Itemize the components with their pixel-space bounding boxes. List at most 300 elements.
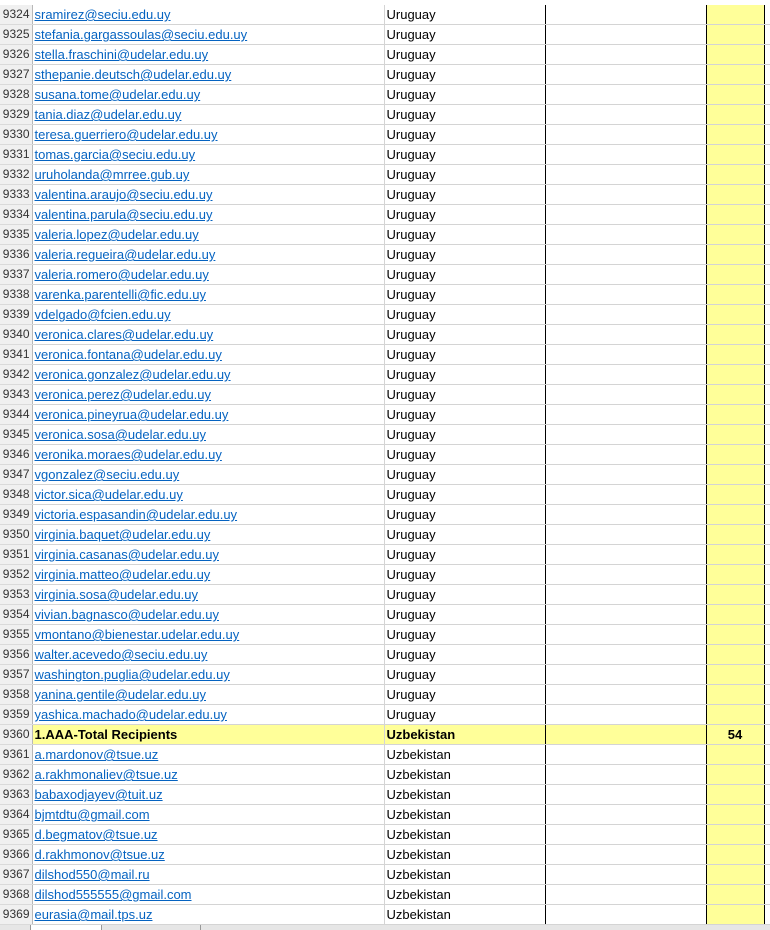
country-cell[interactable]: Uruguay bbox=[384, 105, 545, 125]
row-header[interactable]: 9343 bbox=[0, 385, 32, 405]
country-cell[interactable]: Uruguay bbox=[384, 5, 545, 25]
empty-cell[interactable] bbox=[545, 605, 706, 625]
empty-cell[interactable] bbox=[545, 285, 706, 305]
country-cell[interactable]: Uzbekistan bbox=[384, 845, 545, 865]
country-cell[interactable]: Uruguay bbox=[384, 45, 545, 65]
email-cell[interactable] bbox=[32, 205, 384, 225]
email-link[interactable]: vdelgado@fcien.edu.uy bbox=[34, 307, 171, 322]
next-column-cell[interactable] bbox=[764, 405, 770, 425]
total-count-cell[interactable] bbox=[706, 685, 764, 705]
total-count-cell[interactable] bbox=[706, 845, 764, 865]
total-count-cell[interactable] bbox=[706, 445, 764, 465]
next-column-cell[interactable] bbox=[764, 725, 770, 745]
row-header[interactable]: 9350 bbox=[0, 525, 32, 545]
country-cell[interactable]: Uruguay bbox=[384, 325, 545, 345]
country-cell[interactable]: Uruguay bbox=[384, 425, 545, 445]
email-link[interactable]: tania.diaz@udelar.edu.uy bbox=[34, 107, 182, 122]
email-link[interactable]: vivian.bagnasco@udelar.edu.uy bbox=[34, 607, 219, 622]
country-cell[interactable]: Uzbekistan bbox=[384, 885, 545, 905]
empty-cell[interactable] bbox=[545, 5, 706, 25]
country-cell[interactable]: Uruguay bbox=[384, 485, 545, 505]
empty-cell[interactable] bbox=[545, 105, 706, 125]
row-header[interactable]: 9353 bbox=[0, 585, 32, 605]
email-cell[interactable] bbox=[32, 165, 384, 185]
next-column-cell[interactable] bbox=[764, 145, 770, 165]
country-cell[interactable]: Uruguay bbox=[384, 605, 545, 625]
country-cell[interactable]: Uruguay bbox=[384, 645, 545, 665]
next-column-cell[interactable] bbox=[764, 245, 770, 265]
total-count-cell[interactable] bbox=[706, 465, 764, 485]
email-cell[interactable] bbox=[32, 5, 384, 25]
next-column-cell[interactable] bbox=[764, 645, 770, 665]
next-column-cell[interactable] bbox=[764, 505, 770, 525]
email-link[interactable]: veronica.pineyrua@udelar.edu.uy bbox=[34, 407, 229, 422]
row-header[interactable]: 9328 bbox=[0, 85, 32, 105]
country-cell[interactable]: Uzbekistan bbox=[384, 745, 545, 765]
total-count-cell[interactable] bbox=[706, 665, 764, 685]
empty-cell[interactable] bbox=[545, 745, 706, 765]
empty-cell[interactable] bbox=[545, 45, 706, 65]
next-column-cell[interactable] bbox=[764, 385, 770, 405]
row-header[interactable]: 9361 bbox=[0, 745, 32, 765]
next-column-cell[interactable] bbox=[764, 345, 770, 365]
country-cell[interactable]: Uzbekistan bbox=[384, 805, 545, 825]
email-link[interactable]: valeria.regueira@udelar.edu.uy bbox=[34, 247, 216, 262]
next-column-cell[interactable] bbox=[764, 465, 770, 485]
row-header[interactable]: 9337 bbox=[0, 265, 32, 285]
total-count-cell[interactable] bbox=[706, 585, 764, 605]
email-link[interactable]: bjmtdtu@gmail.com bbox=[34, 807, 150, 822]
country-cell[interactable]: Uruguay bbox=[384, 585, 545, 605]
country-cell[interactable]: Uruguay bbox=[384, 705, 545, 725]
email-cell[interactable] bbox=[32, 145, 384, 165]
email-cell[interactable] bbox=[32, 785, 384, 805]
row-header[interactable]: 9340 bbox=[0, 325, 32, 345]
email-cell[interactable] bbox=[32, 65, 384, 85]
email-link[interactable]: varenka.parentelli@fic.edu.uy bbox=[34, 287, 206, 302]
total-count-cell[interactable] bbox=[706, 565, 764, 585]
total-count-cell[interactable] bbox=[706, 165, 764, 185]
email-cell[interactable] bbox=[32, 745, 384, 765]
total-count-cell[interactable] bbox=[706, 65, 764, 85]
email-cell[interactable] bbox=[32, 265, 384, 285]
country-cell[interactable]: Uruguay bbox=[384, 505, 545, 525]
total-count-cell[interactable] bbox=[706, 865, 764, 885]
empty-cell[interactable] bbox=[545, 905, 706, 925]
empty-cell[interactable] bbox=[545, 705, 706, 725]
total-count-cell[interactable] bbox=[706, 745, 764, 765]
total-count-cell[interactable] bbox=[706, 365, 764, 385]
next-column-cell[interactable] bbox=[764, 685, 770, 705]
total-count-cell[interactable] bbox=[706, 545, 764, 565]
total-count-cell[interactable] bbox=[706, 485, 764, 505]
next-column-cell[interactable] bbox=[764, 545, 770, 565]
row-header[interactable]: 9324 bbox=[0, 5, 32, 25]
email-cell[interactable] bbox=[32, 225, 384, 245]
email-link[interactable]: vgonzalez@seciu.edu.uy bbox=[34, 467, 180, 482]
row-header[interactable]: 9326 bbox=[0, 45, 32, 65]
next-column-cell[interactable] bbox=[764, 85, 770, 105]
empty-cell[interactable] bbox=[545, 125, 706, 145]
next-column-cell[interactable] bbox=[764, 485, 770, 505]
row-header[interactable]: 9325 bbox=[0, 25, 32, 45]
email-link[interactable]: sthepanie.deutsch@udelar.edu.uy bbox=[34, 67, 232, 82]
total-count-cell[interactable] bbox=[706, 225, 764, 245]
row-header[interactable]: 9345 bbox=[0, 425, 32, 445]
row-header[interactable]: 9362 bbox=[0, 765, 32, 785]
next-column-cell[interactable] bbox=[764, 525, 770, 545]
empty-cell[interactable] bbox=[545, 385, 706, 405]
empty-cell[interactable] bbox=[545, 145, 706, 165]
email-cell[interactable] bbox=[32, 425, 384, 445]
empty-cell[interactable] bbox=[545, 645, 706, 665]
total-count-cell[interactable] bbox=[706, 625, 764, 645]
email-link[interactable]: virginia.baquet@udelar.edu.uy bbox=[34, 527, 211, 542]
email-link[interactable]: valentina.araujo@seciu.edu.uy bbox=[34, 187, 213, 202]
row-header[interactable]: 9329 bbox=[0, 105, 32, 125]
next-column-cell[interactable] bbox=[764, 165, 770, 185]
empty-cell[interactable] bbox=[545, 665, 706, 685]
email-cell[interactable] bbox=[32, 245, 384, 265]
total-count-cell[interactable] bbox=[706, 205, 764, 225]
next-column-cell[interactable] bbox=[764, 105, 770, 125]
next-column-cell[interactable] bbox=[764, 785, 770, 805]
email-cell[interactable] bbox=[32, 845, 384, 865]
email-cell[interactable] bbox=[32, 445, 384, 465]
row-header[interactable]: 9351 bbox=[0, 545, 32, 565]
next-column-cell[interactable] bbox=[764, 585, 770, 605]
country-cell[interactable]: Uruguay bbox=[384, 445, 545, 465]
row-header[interactable]: 9338 bbox=[0, 285, 32, 305]
row-header[interactable]: 9346 bbox=[0, 445, 32, 465]
email-link[interactable]: virginia.matteo@udelar.edu.uy bbox=[34, 567, 211, 582]
country-cell[interactable]: Uruguay bbox=[384, 125, 545, 145]
email-cell[interactable] bbox=[32, 645, 384, 665]
country-cell[interactable]: Uruguay bbox=[384, 365, 545, 385]
email-cell[interactable] bbox=[32, 285, 384, 305]
email-cell[interactable] bbox=[32, 105, 384, 125]
email-link[interactable]: dilshod550@mail.ru bbox=[34, 867, 150, 882]
email-link[interactable]: veronica.sosa@udelar.edu.uy bbox=[34, 427, 206, 442]
country-cell[interactable]: Uruguay bbox=[384, 565, 545, 585]
email-cell[interactable] bbox=[32, 585, 384, 605]
next-column-cell[interactable] bbox=[764, 705, 770, 725]
total-count-cell[interactable] bbox=[706, 185, 764, 205]
empty-cell[interactable] bbox=[545, 885, 706, 905]
email-cell[interactable] bbox=[32, 505, 384, 525]
row-header[interactable]: 9354 bbox=[0, 605, 32, 625]
email-cell[interactable] bbox=[32, 485, 384, 505]
next-column-cell[interactable] bbox=[764, 205, 770, 225]
empty-cell[interactable] bbox=[545, 305, 706, 325]
next-column-cell[interactable] bbox=[764, 805, 770, 825]
next-column-cell[interactable] bbox=[764, 605, 770, 625]
empty-cell[interactable] bbox=[545, 565, 706, 585]
email-link[interactable]: stella.fraschini@udelar.edu.uy bbox=[34, 47, 209, 62]
next-column-cell[interactable] bbox=[764, 325, 770, 345]
row-header[interactable]: 9342 bbox=[0, 365, 32, 385]
empty-cell[interactable] bbox=[545, 25, 706, 45]
empty-cell[interactable] bbox=[545, 365, 706, 385]
empty-cell[interactable] bbox=[545, 685, 706, 705]
email-cell[interactable] bbox=[32, 545, 384, 565]
total-count-cell[interactable] bbox=[706, 785, 764, 805]
empty-cell[interactable] bbox=[545, 345, 706, 365]
email-link[interactable]: d.rakhmonov@tsue.uz bbox=[34, 847, 165, 862]
row-header[interactable]: 9364 bbox=[0, 805, 32, 825]
email-link[interactable]: walter.acevedo@seciu.edu.uy bbox=[34, 647, 208, 662]
email-link[interactable]: sramirez@seciu.edu.uy bbox=[34, 7, 171, 22]
row-header[interactable]: 9363 bbox=[0, 785, 32, 805]
email-link[interactable]: yashica.machado@udelar.edu.uy bbox=[34, 707, 227, 722]
row-header[interactable]: 9360 bbox=[0, 725, 32, 745]
country-cell[interactable]: Uruguay bbox=[384, 165, 545, 185]
email-cell[interactable] bbox=[32, 365, 384, 385]
sheet-tab[interactable] bbox=[30, 925, 102, 930]
total-count-cell[interactable] bbox=[706, 825, 764, 845]
next-column-cell[interactable] bbox=[764, 565, 770, 585]
country-cell[interactable]: Uruguay bbox=[384, 245, 545, 265]
row-header[interactable]: 9366 bbox=[0, 845, 32, 865]
empty-cell[interactable] bbox=[545, 185, 706, 205]
empty-cell[interactable] bbox=[545, 525, 706, 545]
country-cell[interactable]: Uzbekistan bbox=[384, 765, 545, 785]
email-link[interactable]: veronika.moraes@udelar.edu.uy bbox=[34, 447, 222, 462]
total-count-cell[interactable] bbox=[706, 765, 764, 785]
total-count-cell[interactable] bbox=[706, 145, 764, 165]
email-cell[interactable] bbox=[32, 605, 384, 625]
email-cell[interactable] bbox=[32, 685, 384, 705]
next-column-cell[interactable] bbox=[764, 885, 770, 905]
email-link[interactable]: virginia.sosa@udelar.edu.uy bbox=[34, 587, 199, 602]
next-column-cell[interactable] bbox=[764, 45, 770, 65]
empty-cell[interactable] bbox=[545, 425, 706, 445]
country-cell[interactable]: Uzbekistan bbox=[384, 865, 545, 885]
empty-cell[interactable] bbox=[545, 545, 706, 565]
country-cell[interactable]: Uruguay bbox=[384, 145, 545, 165]
email-cell[interactable] bbox=[32, 25, 384, 45]
total-count-cell[interactable] bbox=[706, 885, 764, 905]
total-count-cell[interactable]: 54 bbox=[706, 725, 764, 745]
total-count-cell[interactable] bbox=[706, 125, 764, 145]
email-link[interactable]: uruholanda@mrree.gub.uy bbox=[34, 167, 190, 182]
total-count-cell[interactable] bbox=[706, 305, 764, 325]
country-cell[interactable]: Uruguay bbox=[384, 625, 545, 645]
empty-cell[interactable] bbox=[545, 85, 706, 105]
email-link[interactable]: dilshod555555@gmail.com bbox=[34, 887, 192, 902]
empty-cell[interactable] bbox=[545, 405, 706, 425]
next-column-cell[interactable] bbox=[764, 225, 770, 245]
country-cell[interactable]: Uruguay bbox=[384, 285, 545, 305]
empty-cell[interactable] bbox=[545, 505, 706, 525]
next-column-cell[interactable] bbox=[764, 905, 770, 925]
email-link[interactable]: stefania.gargassoulas@seciu.edu.uy bbox=[34, 27, 248, 42]
empty-cell[interactable] bbox=[545, 845, 706, 865]
country-cell[interactable]: Uruguay bbox=[384, 85, 545, 105]
empty-cell[interactable] bbox=[545, 725, 706, 745]
email-link[interactable]: victoria.espasandin@udelar.edu.uy bbox=[34, 507, 238, 522]
empty-cell[interactable] bbox=[545, 485, 706, 505]
email-cell[interactable] bbox=[32, 305, 384, 325]
total-count-cell[interactable] bbox=[706, 265, 764, 285]
empty-cell[interactable] bbox=[545, 825, 706, 845]
email-link[interactable]: teresa.guerriero@udelar.edu.uy bbox=[34, 127, 218, 142]
email-link[interactable]: victor.sica@udelar.edu.uy bbox=[34, 487, 183, 502]
row-header[interactable]: 9339 bbox=[0, 305, 32, 325]
total-count-cell[interactable] bbox=[706, 385, 764, 405]
country-cell[interactable]: Uruguay bbox=[384, 685, 545, 705]
empty-cell[interactable] bbox=[545, 225, 706, 245]
row-header[interactable]: 9365 bbox=[0, 825, 32, 845]
email-cell[interactable] bbox=[32, 825, 384, 845]
email-cell[interactable] bbox=[32, 85, 384, 105]
next-column-cell[interactable] bbox=[764, 265, 770, 285]
row-header[interactable]: 9335 bbox=[0, 225, 32, 245]
next-column-cell[interactable] bbox=[764, 305, 770, 325]
total-count-cell[interactable] bbox=[706, 245, 764, 265]
row-header[interactable]: 9357 bbox=[0, 665, 32, 685]
country-cell[interactable]: Uzbekistan bbox=[384, 905, 545, 925]
email-link[interactable]: a.mardonov@tsue.uz bbox=[34, 747, 159, 762]
row-header[interactable]: 9355 bbox=[0, 625, 32, 645]
country-cell[interactable]: Uruguay bbox=[384, 185, 545, 205]
email-link[interactable]: valentina.parula@seciu.edu.uy bbox=[34, 207, 213, 222]
email-cell[interactable] bbox=[32, 665, 384, 685]
total-count-cell[interactable] bbox=[706, 505, 764, 525]
country-cell[interactable]: Uruguay bbox=[384, 545, 545, 565]
next-column-cell[interactable] bbox=[764, 845, 770, 865]
next-column-cell[interactable] bbox=[764, 365, 770, 385]
empty-cell[interactable] bbox=[545, 165, 706, 185]
total-count-cell[interactable] bbox=[706, 705, 764, 725]
empty-cell[interactable] bbox=[545, 65, 706, 85]
empty-cell[interactable] bbox=[545, 465, 706, 485]
row-header[interactable]: 9349 bbox=[0, 505, 32, 525]
row-header[interactable]: 9332 bbox=[0, 165, 32, 185]
total-count-cell[interactable] bbox=[706, 25, 764, 45]
row-header[interactable]: 9356 bbox=[0, 645, 32, 665]
email-cell[interactable] bbox=[32, 405, 384, 425]
total-count-cell[interactable] bbox=[706, 905, 764, 925]
email-link[interactable]: yanina.gentile@udelar.edu.uy bbox=[34, 687, 206, 702]
next-column-cell[interactable] bbox=[764, 665, 770, 685]
email-cell[interactable] bbox=[32, 865, 384, 885]
empty-cell[interactable] bbox=[545, 865, 706, 885]
email-link[interactable]: a.rakhmonaliev@tsue.uz bbox=[34, 767, 178, 782]
email-cell[interactable] bbox=[32, 345, 384, 365]
country-cell[interactable]: Uruguay bbox=[384, 465, 545, 485]
empty-cell[interactable] bbox=[545, 805, 706, 825]
empty-cell[interactable] bbox=[545, 205, 706, 225]
row-header[interactable]: 9336 bbox=[0, 245, 32, 265]
email-link[interactable]: vmontano@bienestar.udelar.edu.uy bbox=[34, 627, 240, 642]
row-header[interactable]: 9331 bbox=[0, 145, 32, 165]
row-header[interactable]: 9358 bbox=[0, 685, 32, 705]
email-link[interactable]: tomas.garcia@seciu.edu.uy bbox=[34, 147, 196, 162]
email-link[interactable]: virginia.casanas@udelar.edu.uy bbox=[34, 547, 219, 562]
row-header[interactable]: 9334 bbox=[0, 205, 32, 225]
next-column-cell[interactable] bbox=[764, 185, 770, 205]
country-cell[interactable]: Uruguay bbox=[384, 305, 545, 325]
empty-cell[interactable] bbox=[545, 445, 706, 465]
email-link[interactable]: valeria.lopez@udelar.edu.uy bbox=[34, 227, 199, 242]
total-count-cell[interactable] bbox=[706, 325, 764, 345]
email-cell[interactable] bbox=[32, 905, 384, 925]
next-column-cell[interactable] bbox=[764, 65, 770, 85]
next-column-cell[interactable] bbox=[764, 625, 770, 645]
row-header[interactable]: 9327 bbox=[0, 65, 32, 85]
row-header[interactable]: 9368 bbox=[0, 885, 32, 905]
email-link[interactable]: veronica.clares@udelar.edu.uy bbox=[34, 327, 214, 342]
next-column-cell[interactable] bbox=[764, 425, 770, 445]
email-cell[interactable] bbox=[32, 465, 384, 485]
empty-cell[interactable] bbox=[545, 585, 706, 605]
total-label-cell[interactable]: 1.AAA-Total Recipients bbox=[32, 725, 384, 745]
email-cell[interactable] bbox=[32, 885, 384, 905]
email-cell[interactable] bbox=[32, 625, 384, 645]
email-link[interactable]: babaxodjayev@tuit.uz bbox=[34, 787, 163, 802]
country-cell[interactable]: Uruguay bbox=[384, 345, 545, 365]
country-cell[interactable]: Uruguay bbox=[384, 525, 545, 545]
email-cell[interactable] bbox=[32, 525, 384, 545]
email-link[interactable]: veronica.fontana@udelar.edu.uy bbox=[34, 347, 222, 362]
total-count-cell[interactable] bbox=[706, 605, 764, 625]
total-count-cell[interactable] bbox=[706, 805, 764, 825]
row-header[interactable]: 9369 bbox=[0, 905, 32, 925]
country-cell[interactable]: Uruguay bbox=[384, 65, 545, 85]
row-header[interactable]: 9344 bbox=[0, 405, 32, 425]
country-cell[interactable]: Uruguay bbox=[384, 225, 545, 245]
total-count-cell[interactable] bbox=[706, 525, 764, 545]
email-cell[interactable] bbox=[32, 45, 384, 65]
empty-cell[interactable] bbox=[545, 785, 706, 805]
email-link[interactable]: veronica.perez@udelar.edu.uy bbox=[34, 387, 212, 402]
row-header[interactable]: 9359 bbox=[0, 705, 32, 725]
next-column-cell[interactable] bbox=[764, 865, 770, 885]
row-header[interactable]: 9352 bbox=[0, 565, 32, 585]
country-cell[interactable]: Uruguay bbox=[384, 205, 545, 225]
next-column-cell[interactable] bbox=[764, 445, 770, 465]
email-link[interactable]: susana.tome@udelar.edu.uy bbox=[34, 87, 201, 102]
total-count-cell[interactable] bbox=[706, 425, 764, 445]
total-count-cell[interactable] bbox=[706, 645, 764, 665]
next-column-cell[interactable] bbox=[764, 125, 770, 145]
country-cell[interactable]: Uzbekistan bbox=[384, 725, 545, 745]
next-column-cell[interactable] bbox=[764, 825, 770, 845]
country-cell[interactable]: Uzbekistan bbox=[384, 785, 545, 805]
next-column-cell[interactable] bbox=[764, 25, 770, 45]
total-count-cell[interactable] bbox=[706, 5, 764, 25]
email-cell[interactable] bbox=[32, 125, 384, 145]
total-count-cell[interactable] bbox=[706, 345, 764, 365]
country-cell[interactable]: Uruguay bbox=[384, 385, 545, 405]
row-header[interactable]: 9330 bbox=[0, 125, 32, 145]
next-column-cell[interactable] bbox=[764, 745, 770, 765]
email-cell[interactable] bbox=[32, 565, 384, 585]
next-column-cell[interactable] bbox=[764, 285, 770, 305]
next-column-cell[interactable] bbox=[764, 5, 770, 25]
email-link[interactable]: d.begmatov@tsue.uz bbox=[34, 827, 158, 842]
email-cell[interactable] bbox=[32, 385, 384, 405]
total-count-cell[interactable] bbox=[706, 405, 764, 425]
email-cell[interactable] bbox=[32, 705, 384, 725]
country-cell[interactable]: Uruguay bbox=[384, 405, 545, 425]
empty-cell[interactable] bbox=[545, 625, 706, 645]
total-count-cell[interactable] bbox=[706, 45, 764, 65]
country-cell[interactable]: Uruguay bbox=[384, 265, 545, 285]
next-column-cell[interactable] bbox=[764, 765, 770, 785]
country-cell[interactable]: Uzbekistan bbox=[384, 825, 545, 845]
